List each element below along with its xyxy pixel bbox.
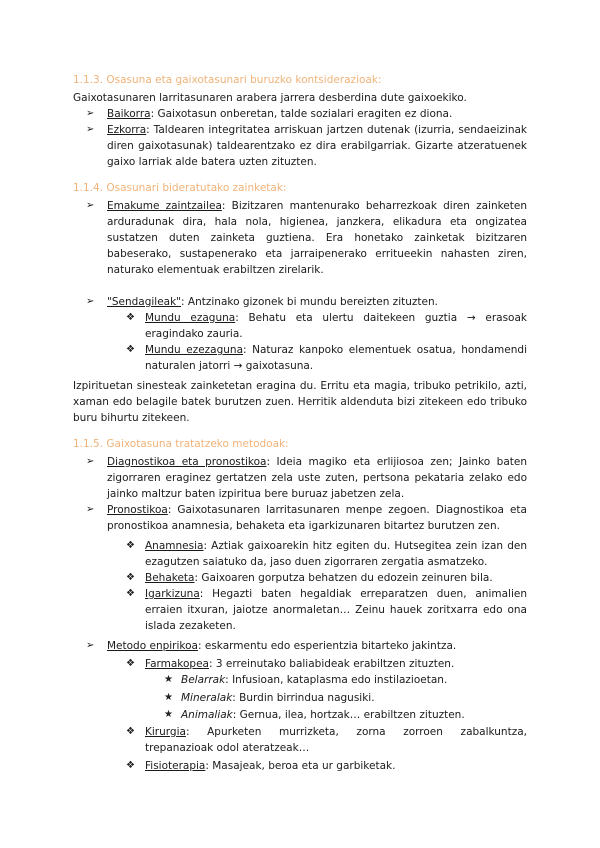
term-text: Burdin birrindua nagusiki. <box>239 692 375 704</box>
term-text: Gaixoaren gorputza behatzen du edozein zeinuren bila. <box>201 572 493 584</box>
term-text: Hegazti baten hegaldiak erreparatzen duen, animalien erraien itxuran, jaiotze anormaletan… Zeinu hauek zoritxarra edo ona islada zezaketen. <box>145 588 527 632</box>
term-text: Behatu eta ulertu daitekeen guztia → erasoak eragindako zauria. <box>145 312 527 340</box>
term-label: Metodo enpirikoa <box>107 640 198 652</box>
term-text: Apurketen murrizketa, zorna zorroen zabalkuntza, trepanazioak odol ateratzeak… <box>145 726 527 754</box>
sub-item-farmakopea: ❖ Farmakopea: 3 erreinutako baliabideak erabiltzen zituzten. <box>126 658 455 670</box>
star-bullet-icon: ★ <box>164 674 173 685</box>
term-text: Infusioan, kataplasma edo instilazioetan. <box>232 674 448 686</box>
star-bullet-icon: ★ <box>164 709 173 720</box>
sub-item-mundu-ezezaguna: ❖ Mundu ezezaguna: Naturaz kanpoko elementuek osatua, hondamendi naturalen jatorri → gaixotasuna. <box>126 344 527 372</box>
sub-item-fisioterapia: ❖ Fisioterapia: Masajeak, beroa eta ur garbiketak. <box>126 760 396 772</box>
term-label: Baikorra <box>107 108 151 120</box>
term-label: Fisioterapia <box>145 760 206 772</box>
term-text: 3 erreinutako baliabideak erabiltzen zituzten. <box>215 658 455 670</box>
arrow-bullet-icon: ➢ <box>86 504 95 515</box>
term-label: Kirurgia <box>145 726 186 738</box>
arrow-bullet-icon: ➢ <box>86 296 95 307</box>
term-label: Anamnesia <box>145 540 204 552</box>
list-item-emakume-zaintzailea: ➢ Emakume zaintzailea: Bizitzaren mantenurako beharrezkoak diren zainketen arduradunak dira, hala nola, higienea, janzkera, elikadura eta ongizatea sustatzen duten zainketa guztiena. Era honetako zainketak bizitzaren babeserako, sustapenerako eta jarraipenerako erritueekin nahasten ziren, naturako elementuak erabiltzen zirelarik. <box>86 200 527 276</box>
term-text: Antzinako gizonek bi mundu bereizten zituzten. <box>187 296 438 308</box>
list-item-metodo-enpirikoa: ➢ Metodo enpirikoa: eskarmentu edo esperientzia bitarteko jakintza. <box>86 640 457 652</box>
term-text: Gaixotasun onberetan, talde sozialari eragiten ez diona. <box>157 108 453 120</box>
diamond-bullet-icon: ❖ <box>126 726 135 737</box>
arrow-bullet-icon: ➢ <box>86 640 95 651</box>
term-text: Naturaz kanpoko elementuek osatua, hondamendi naturalen jatorri → gaixotasuna. <box>145 344 527 372</box>
sub-item-behaketa: ❖ Behaketa: Gaixoaren gorputza behatzen du edozein zeinuren bila. <box>126 572 493 584</box>
term-label: Pronostikoa <box>107 504 168 516</box>
term-text: Taldearen integritatea arriskuan jartzen dutenak (izurria, sendaeizinak diren gaixotasunak) taldearentzako ez dira erabilgarriak. Gizarte atzeratuenek gaixo larriak alde batera uzten zituzten. <box>107 124 527 168</box>
star-bullet-icon: ★ <box>164 692 173 703</box>
term-text: Aztiak gaixoarekin hitz egiten du. Hutsegitea zein izan den ezagutzen saiatuko da, jaso duen zigorraren zergatia asmatzeko. <box>145 540 527 568</box>
term-label: "Sendagileak" <box>107 296 182 308</box>
arrow-bullet-icon: ➢ <box>86 124 95 135</box>
section-intro-1-1-3: Gaixotasunaren larritasunaren arabera jarrera desberdina dute gaixoekiko. <box>73 92 467 104</box>
term-label: Diagnostikoa eta pronostikoa <box>107 456 267 468</box>
arrow-bullet-icon: ➢ <box>86 200 95 211</box>
diamond-bullet-icon: ❖ <box>126 572 135 583</box>
term-label: Belarrak <box>181 674 226 686</box>
diamond-bullet-icon: ❖ <box>126 344 135 355</box>
term-text: Gernua, ilea, hortzak… erabiltzen zituzten. <box>239 709 465 721</box>
term-text: Masajeak, beroa eta ur garbiketak. <box>212 760 396 772</box>
list-item-ezkorra: ➢ Ezkorra: Taldearen integritatea arriskuan jartzen dutenak (izurria, sendaeizinak diren gaixotasunak) taldearentzako ez dira erabilgarriak. Gizarte atzeratuenek gaixo larriak alde batera uzten zituzten. <box>86 124 527 168</box>
sub-sub-item-belarrak: ★ Belarrak: Infusioan, kataplasma edo instilazioetan. <box>164 674 448 686</box>
sub-sub-item-animaliak: ★ Animaliak: Gernua, ilea, hortzak… erabiltzen zituzten. <box>164 709 465 721</box>
term-label: Emakume zaintzailea <box>107 200 222 212</box>
arrow-bullet-icon: ➢ <box>86 108 95 119</box>
sub-item-igarkizuna: ❖ Igarkizuna: Hegazti baten hegaldiak erreparatzen duen, animalien erraien itxuran, jaiotze anormaletan… Zeinu hauek zoritxarra edo ona islada zezaketen. <box>126 588 527 632</box>
term-label: Farmakopea <box>145 658 209 670</box>
sub-item-mundu-ezaguna: ❖ Mundu ezaguna: Behatu eta ulertu daitekeen guztia → erasoak eragindako zauria. <box>126 312 527 340</box>
diamond-bullet-icon: ❖ <box>126 312 135 323</box>
sub-item-anamnesia: ❖ Anamnesia: Aztiak gaixoarekin hitz egiten du. Hutsegitea zein izan den ezagutzen saiatuko da, jaso duen zigorraren zergatia asmatzeko. <box>126 540 527 568</box>
sub-item-kirurgia: ❖ Kirurgia: Apurketen murrizketa, zorna zorroen zabalkuntza, trepanazioak odol ateratzeak… <box>126 726 527 754</box>
term-label: Igarkizuna <box>145 588 200 600</box>
section-heading-1-1-3: 1.1.3. Osasuna eta gaixotasunari buruzko kontsiderazioak: <box>73 74 382 86</box>
term-text: eskarmentu edo esperientzia bitarteko jakintza. <box>204 640 457 652</box>
list-item-diagnostikoa: ➢ Diagnostikoa eta pronostikoa: Ideia magiko eta erlijiosoa zen; Jainko baten zigorraren eraginez gertatzen zela uste zuten, pertsona pekataria zelako edo jainko maltzur baten izpiritua bere buruaz jabetzen zela. <box>86 456 527 500</box>
diamond-bullet-icon: ❖ <box>126 540 135 551</box>
term-text: Gaixotasunaren larritasunaren menpe zegoen. Diagnostikoa eta pronostikoa anamnesia, behaketa eta igarkizunaren bitartez burutzen zen. <box>107 504 527 532</box>
diamond-bullet-icon: ❖ <box>126 760 135 771</box>
term-text: Bizitzaren mantenurako beharrezkoak diren zainketen arduradunak dira, hala nola, higienea, janzkera, elikadura eta ongizatea sustatzen duten zainketa guztiena. Era honetako zainketak bizitzaren babeserako, sustapenerako eta jarraipenerako erritueekin nahasten ziren, naturako elementuak erabiltzen zirelarik. <box>107 200 527 276</box>
arrow-bullet-icon: ➢ <box>86 456 95 467</box>
term-label: Behaketa <box>145 572 195 584</box>
sub-sub-item-mineralak: ★ Mineralak: Burdin birrindua nagusiki. <box>164 692 375 704</box>
diamond-bullet-icon: ❖ <box>126 658 135 669</box>
list-item-baikorra: ➢ Baikorra: Gaixotasun onberetan, talde sozialari eragiten ez diona. <box>86 108 453 120</box>
term-label: Mineralak <box>181 692 233 704</box>
list-item-sendagileak: ➢ "Sendagileak": Antzinako gizonek bi mundu bereizten zituzten. <box>86 296 438 308</box>
section-closing-1-1-4: Izpirituetan sinesteak zainketetan eragina du. Erritu eta magia, tribuko petrikilo, azti, xaman edo belagile batek burutzen zuen. Herritik aldenduta bizi zitekeen edo tribuko buru bihurtu zitekeen. <box>73 380 527 424</box>
section-heading-1-1-5: 1.1.5. Gaixotasuna tratatzeko metodoak: <box>73 438 289 450</box>
term-text: Ideia magiko eta erlijiosoa zen; Jainko baten zigorraren eraginez gertatzen zela uste zuten, pertsona pekataria zelako edo jainko maltzur baten izpiritua bere buruaz jabetzen zela. <box>107 456 527 500</box>
list-item-pronostikoa: ➢ Pronostikoa: Gaixotasunaren larritasunaren menpe zegoen. Diagnostikoa eta pronostikoa anamnesia, behaketa eta igarkizunaren bitartez burutzen zen. <box>86 504 527 532</box>
term-label: Ezkorra <box>107 124 147 136</box>
diamond-bullet-icon: ❖ <box>126 588 135 599</box>
term-label: Mundu ezaguna <box>145 312 236 324</box>
term-label: Animaliak <box>181 709 233 721</box>
section-heading-1-1-4: 1.1.4. Osasunari bideratutako zainketak: <box>73 182 287 194</box>
term-label: Mundu ezezaguna <box>145 344 244 356</box>
